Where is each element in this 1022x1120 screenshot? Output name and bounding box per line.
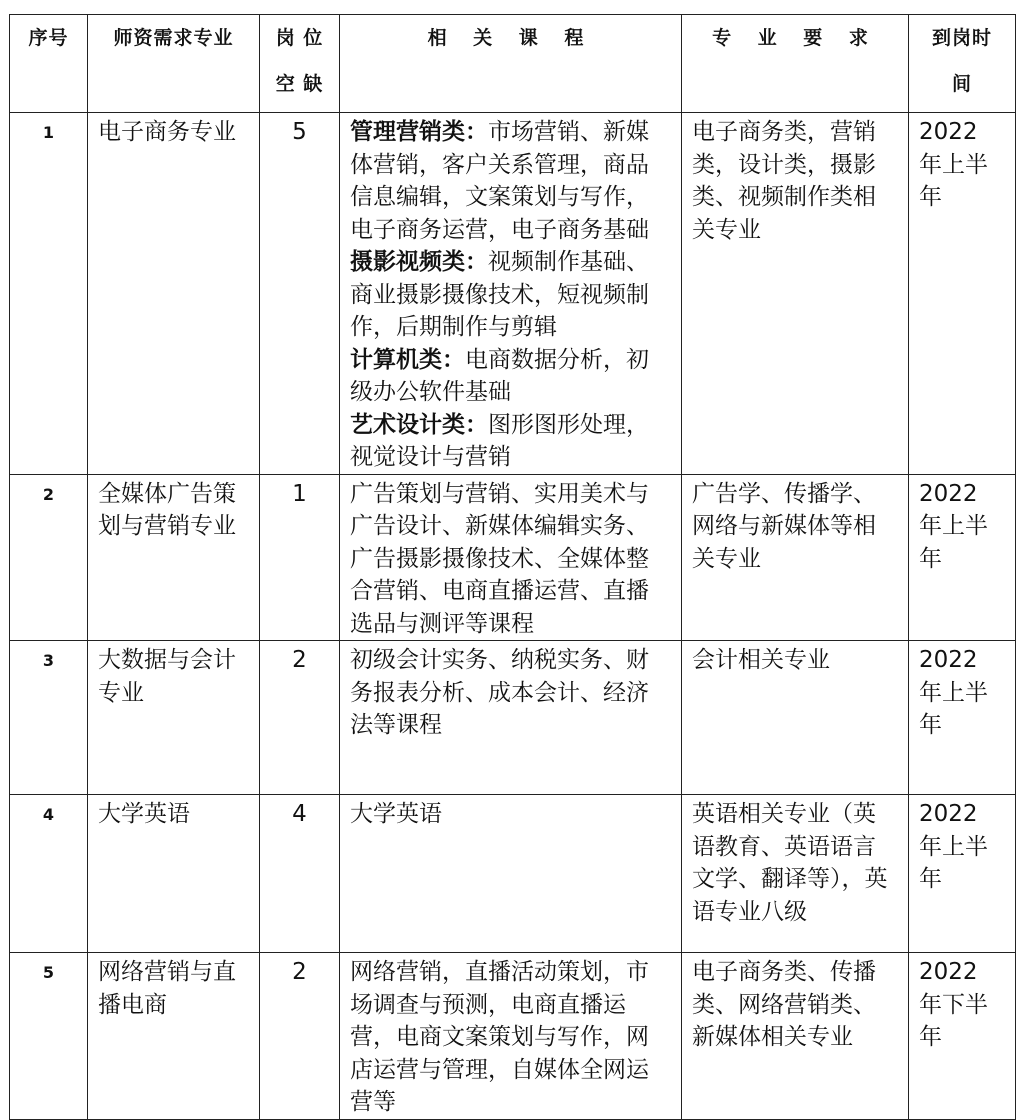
table-row: [10, 953, 1016, 1120]
row-vacancy: 1: [260, 474, 340, 641]
row-index: 5: [10, 953, 88, 1120]
row-requirements: 广告学、传播学、网络与新媒体等相关专业: [682, 474, 909, 641]
course-category-text: 图形图形处理，视觉设计与营销: [350, 411, 649, 470]
row-courses: 大学英语: [340, 795, 682, 953]
row-major: 电子商务专业: [88, 113, 260, 475]
table-row: [10, 641, 1016, 795]
row-arrival: 2022 年上半年: [909, 795, 1016, 953]
header-row: [10, 15, 1016, 113]
row-requirements: 会计相关专业: [682, 641, 909, 795]
row-courses: [340, 113, 682, 475]
row-major: 网络营销与直播电商: [88, 953, 260, 1120]
course-category-text: 市场营销、新媒体营销，客户关系管理，商品信息编辑，文案策划与写作，电子商务运营，电子商务基础: [350, 119, 649, 243]
row-major: 全媒体广告策划与营销专业: [88, 474, 260, 641]
row-vacancy: 2: [260, 953, 340, 1120]
table-row: [10, 795, 1016, 953]
row-requirements: 电子商务类、传播类、网络营销类、新媒体相关专业: [682, 953, 909, 1120]
row-courses: 初级会计实务、纳税实务、财务报表分析、成本会计、经济法等课程: [340, 641, 682, 795]
header-index: 序号: [10, 15, 88, 113]
row-requirements: 英语相关专业（英语教育、英语语言文学、翻译等），英语专业八级: [682, 795, 909, 953]
header-major: 师资需求专业: [88, 15, 260, 113]
course-category-text: 视频制作基础、商业摄影摄像技术，短视频制作，后期制作与剪辑: [350, 249, 649, 340]
row-courses: 广告策划与营销、实用美术与广告设计、新媒体编辑实务、广告摄影摄像技术、全媒体整合营销、电商直播运营、直播选品与测评等课程: [340, 474, 682, 641]
row-courses: 网络营销，直播活动策划，市场调查与预测，电商直播运营，电商文案策划与写作，网店运营与管理，自媒体全网运营等: [340, 953, 682, 1120]
row-major: 大学英语: [88, 795, 260, 953]
header-requirements: 专 业 要 求: [682, 15, 909, 113]
row-arrival: 2022 年上半年: [909, 474, 1016, 641]
row-vacancy: 5: [260, 113, 340, 475]
course-category-label: 管理营销类：: [350, 119, 488, 145]
header-courses: 相 关 课 程: [340, 15, 682, 113]
row-arrival: 2022 年下半年: [909, 953, 1016, 1120]
row-index: 2: [10, 474, 88, 641]
row-arrival: 2022 年上半年: [909, 113, 1016, 475]
row-major: 大数据与会计专业: [88, 641, 260, 795]
header-vacancy: 岗 位 空 缺: [260, 15, 340, 113]
table-row: [10, 113, 1016, 475]
course-category-label: 摄影视频类：: [350, 249, 488, 275]
row-index: 4: [10, 795, 88, 953]
row-vacancy: 2: [260, 641, 340, 795]
course-category-text: 电商数据分析，初级办公软件基础: [350, 346, 649, 405]
course-category-label: 计算机类：: [350, 346, 465, 373]
row-index: 1: [10, 113, 88, 475]
row-index: 3: [10, 641, 88, 795]
header-arrival: 到岗时 间: [909, 15, 1016, 113]
table-row: [10, 474, 1016, 641]
row-requirements: 电子商务类，营销类，设计类，摄影类、视频制作类相关专业: [682, 113, 909, 475]
row-arrival: 2022 年上半年: [909, 641, 1016, 795]
course-category-label: 艺术设计类：: [350, 411, 488, 438]
row-vacancy: 4: [260, 795, 340, 953]
staffing-table: [9, 14, 1016, 1120]
